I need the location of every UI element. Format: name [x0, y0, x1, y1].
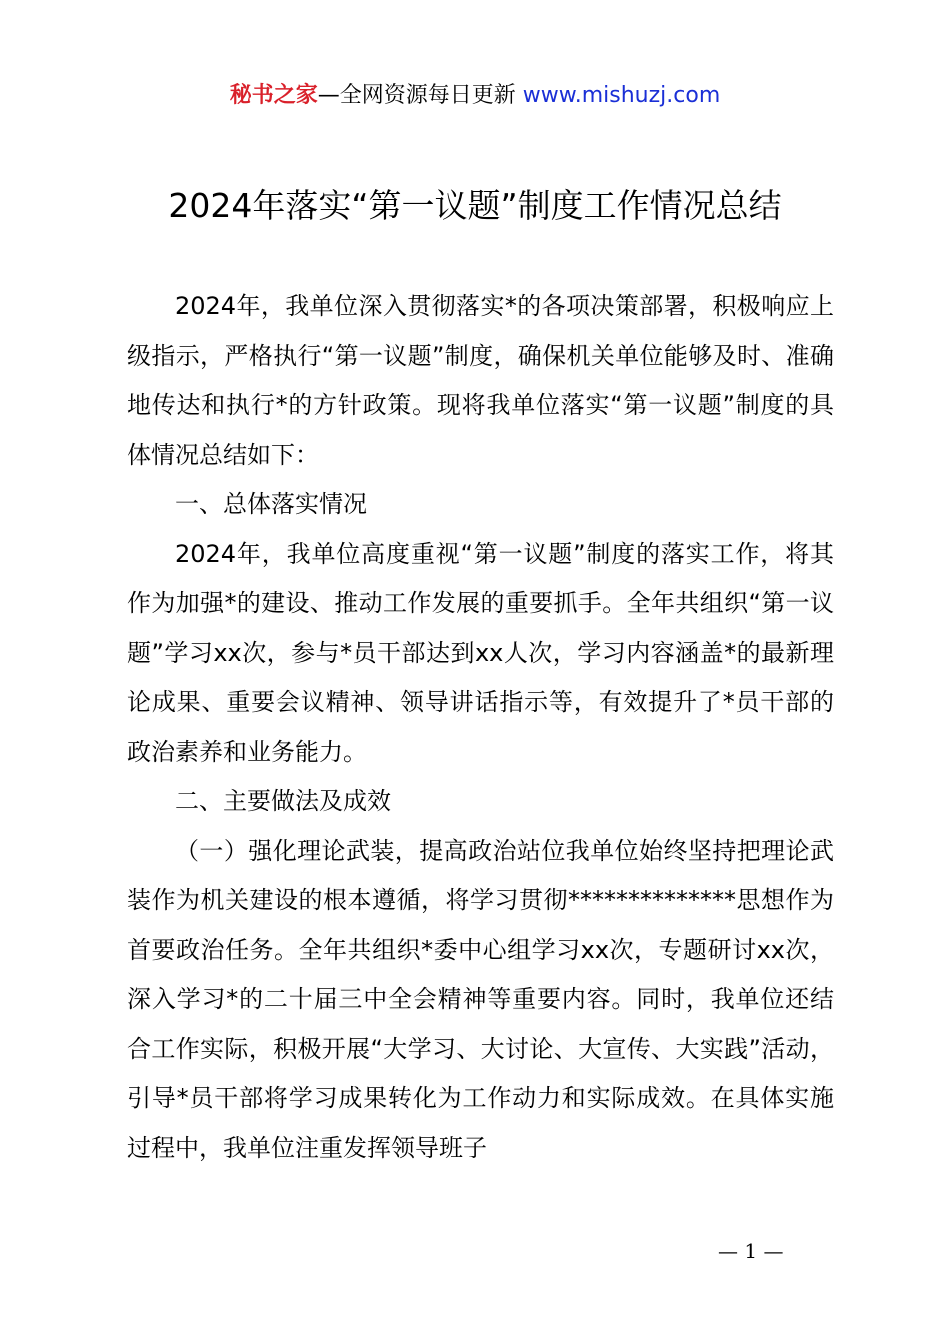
section-heading-1: 一、总体落实情况: [175, 490, 367, 518]
paragraph-intro: 2024年，我单位深入贯彻落实*的各项决策部署，积极响应上级指示，严格执行“第一议题”制度，确保机关单位能够及时、准确地传达和执行*的方针政策。现将我单位落实“第一议题”制度的具体情况总结如下：: [127, 292, 834, 469]
site-slogan: —全网资源每日更新: [317, 83, 516, 108]
document-title: 2024年落实“第一议题”制度工作情况总结: [168, 186, 782, 225]
section-heading-2: 二、主要做法及成效: [175, 787, 391, 815]
document-body: [127, 282, 834, 1173]
site-header: [0, 80, 950, 112]
page-number: — 1 —: [718, 1239, 784, 1263]
site-url-link[interactable]: www.mishuzj.com: [522, 83, 721, 108]
site-brand: 秘书之家: [229, 83, 318, 108]
paragraph-theory: （一）强化理论武装，提高政治站位我单位始终坚持把理论武装作为机关建设的根本遵循，将学习贯彻**************思想作为首要政治任务。全年共组织*委中心组学习xx次，专题研讨xx次，深入学习*的二十届三中全会精神等重要内容。同时，我单位还结合工作实际，积极开展“大学习、大讨论、大宣传、大实践”活动，引导*员干部将学习成果转化为工作动力和实际成效。在具体实施过程中，我单位注重发挥领导班子: [127, 836, 834, 1162]
paragraph-overview: 2024年，我单位高度重视“第一议题”制度的落实工作，将其作为加强*的建设、推动工作发展的重要抓手。全年共组织“第一议题”学习xx次，参与*员干部达到xx人次，学习内容涵盖*的最新理论成果、重要会议精神、领导讲话指示等，有效提升了*员干部的政治素养和业务能力。: [127, 539, 834, 766]
